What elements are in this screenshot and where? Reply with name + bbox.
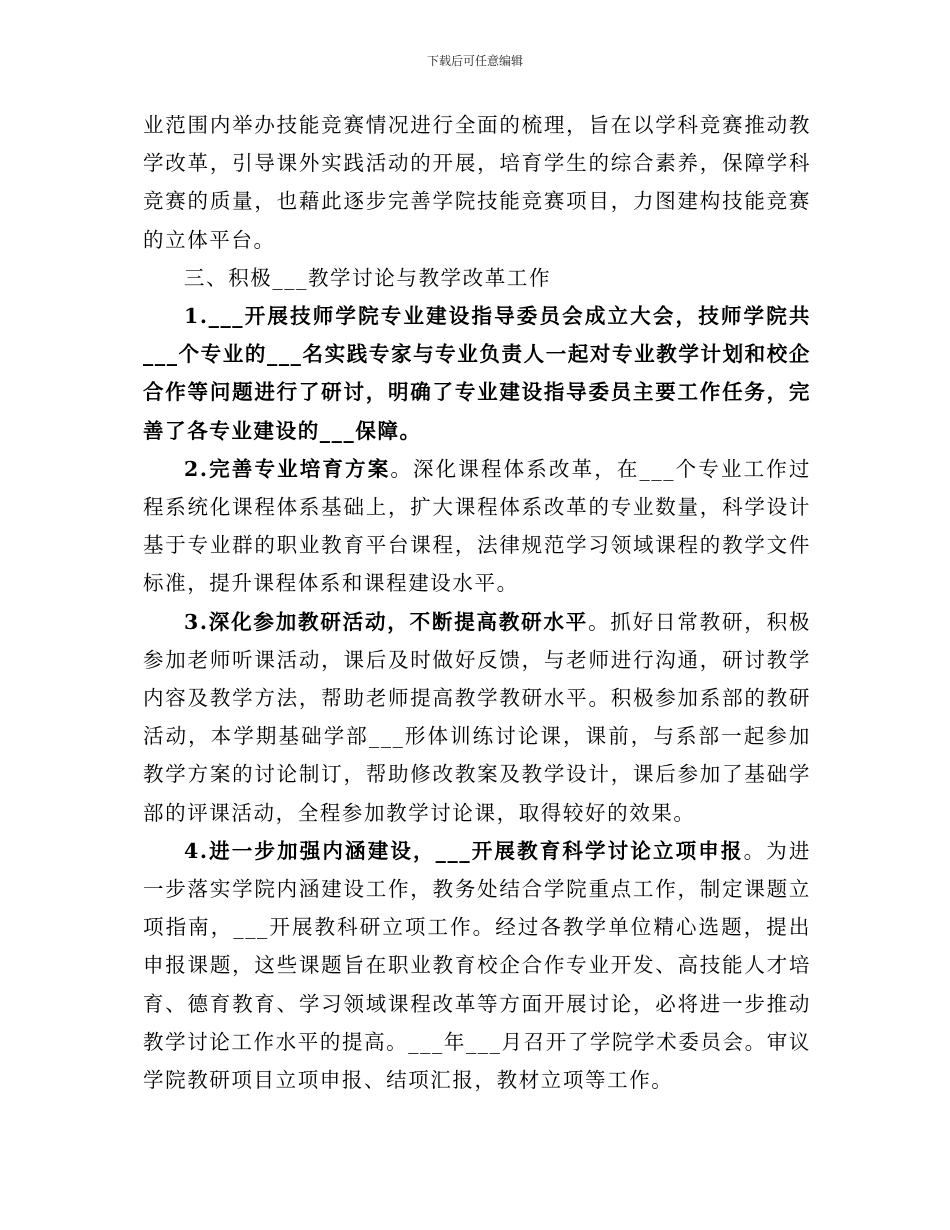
- section-heading: 三、积极___教学讨论与教学改革工作: [184, 265, 552, 290]
- paragraph-item-1: 1.___开展技师学院专业建设指导委员会成立大会，技师学院共___个专业的___名实践专家与专业负责人一起对专业教学计划和校企合作等问题进行了研讨，明确了专业建设指导委员主要工作任务，完善了各专业建设的___保障。: [143, 304, 811, 443]
- paragraph-item-4: [143, 832, 811, 1099]
- page-header: 下载后可任意编辑: [426, 54, 523, 68]
- item-4-heading: 4.进一步加强内涵建设，___开展教育科学讨论立项申报: [184, 838, 744, 863]
- paragraph-continuation: 业范围内举办技能竞赛情况进行全面的梳理，旨在以学科竞赛推动教学改革，引导课外实践活动的开展，培育学生的综合素养，保障学科竞赛的质量，也藉此逐步完善学院技能竞赛项目，力图建构技能竞赛的立体平台。: [143, 113, 811, 252]
- item-2-body: 。深化课程体系改革，在___个专业工作过程系统化课程体系基础上，扩大课程体系改革的专业数量，科学设计基于专业群的职业教育平台课程，法律规范学习领域课程的教学文件标准，提升课程体系和课程建设水平。: [143, 456, 812, 596]
- item-4-body: 。为进一步落实学院内涵建设工作，教务处结合学院重点工作，制定课题立项指南，___开展教科研立项工作。经过各教学单位精心选题，提出申报课题，这些课题旨在职业教育校企合作专业开发、高技能人才培育、德育教育、学习领域课程改革等方面开展讨论，必将进一步推动教学讨论工作水平的提高。___年___月召开了学院学术委员会。审议学院教研项目立项申报、结项汇报，教材立项等工作。: [143, 838, 811, 1093]
- item-2-heading: 2.完善专业培育方案: [184, 456, 391, 481]
- item-3-heading: 3.深化参加教研活动，不断提高教研水平: [184, 609, 589, 634]
- paragraph-item-2: [143, 450, 811, 603]
- paragraph-item-3: [143, 603, 811, 832]
- item-3-body: 。抓好日常教研，积极参加老师听课活动，课后及时做好反馈，与老师进行沟通，研讨教学内容及教学方法，帮助老师提高教学教研水平。积极参加系部的教研活动，本学期基础学部___形体训练讨论课，课前，与系部一起参加教学方案的讨论制订，帮助修改教案及教学设计，课后参加了基础学部的评课活动，全程参加教学讨论课，取得较好的效果。: [143, 609, 811, 825]
- document-body: [143, 106, 811, 1099]
